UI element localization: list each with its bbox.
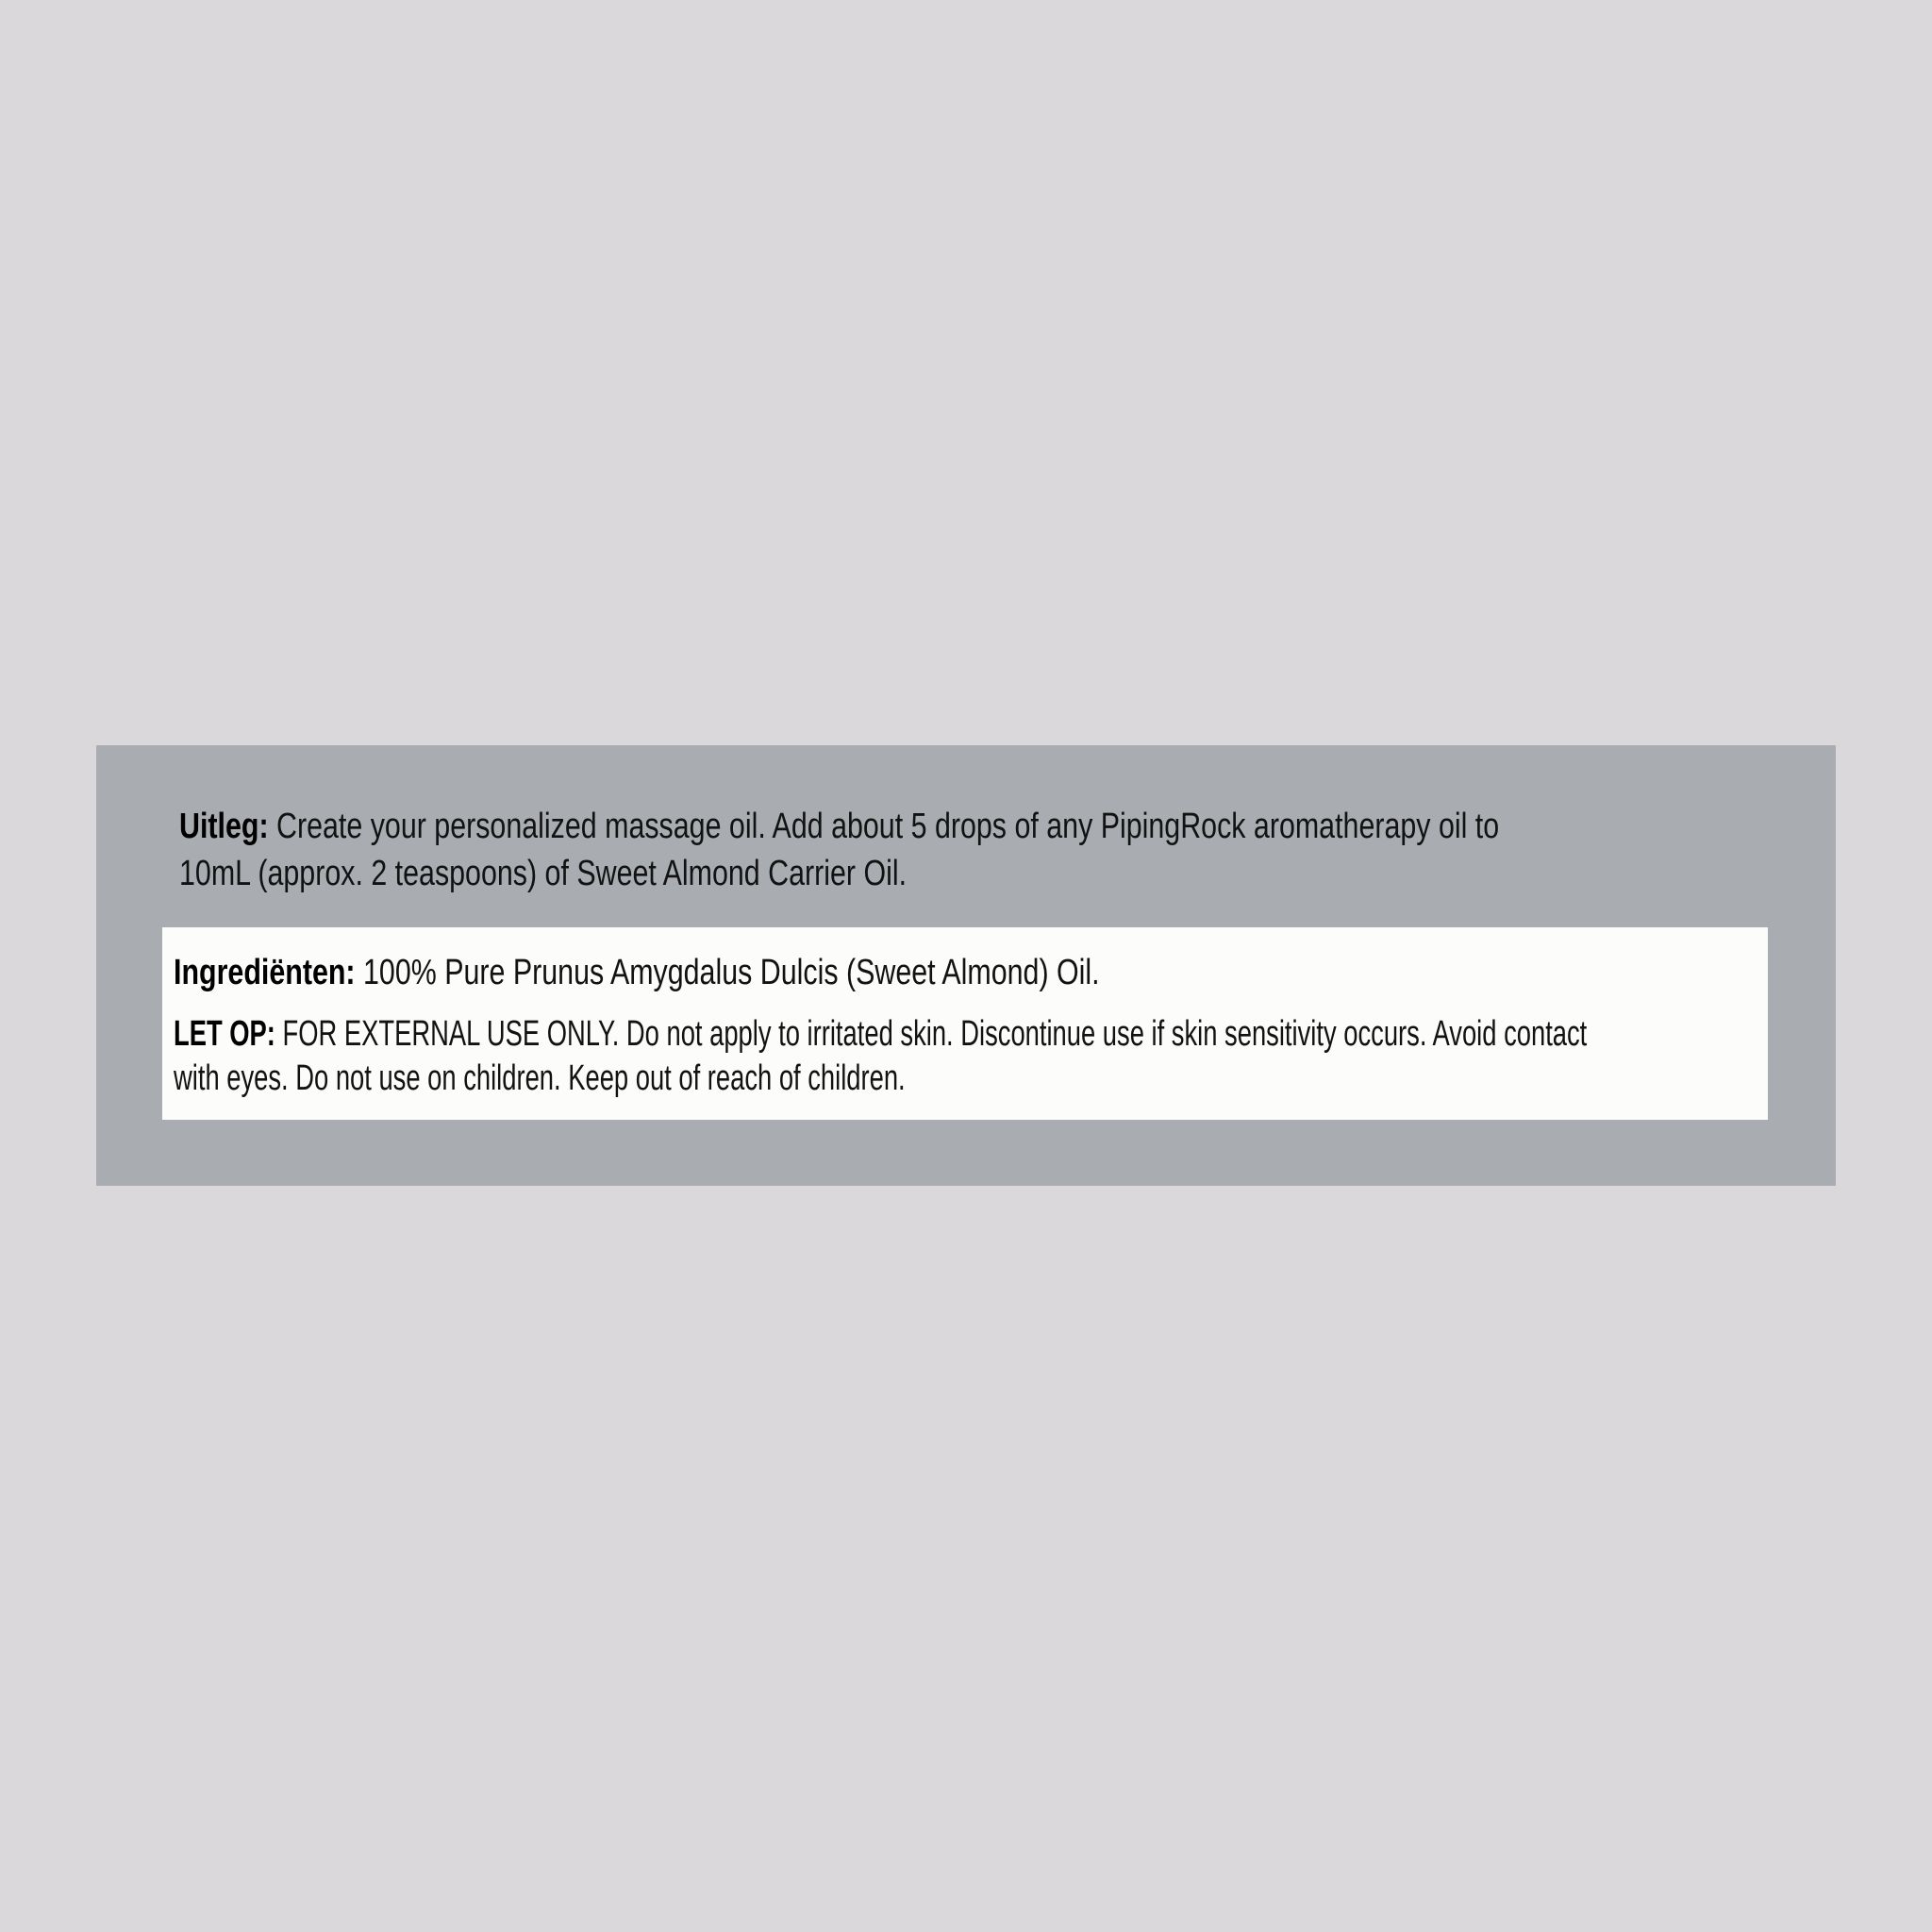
- directions-text-2: 10mL (approx. 2 teaspoons) of Sweet Almond Carrier Oil.: [179, 854, 908, 893]
- warning-line-2: [174, 1057, 1587, 1101]
- label-info-panel: [96, 745, 1836, 1186]
- warning-text-2: with eyes. Do not use on children. Keep out of reach of children.: [174, 1058, 906, 1098]
- warning-line-1: [174, 1012, 1587, 1057]
- ingredients-lead: Ingrediënten:: [174, 953, 356, 992]
- warning-paragraph: [174, 1012, 1587, 1101]
- directions-line-2: [179, 850, 1499, 897]
- directions-lead: Uitleg:: [179, 807, 269, 846]
- ingredients-line: [174, 950, 1100, 995]
- directions-paragraph: [179, 803, 1499, 897]
- warning-text-1: FOR EXTERNAL USE ONLY. Do not apply to irritated skin. Discontinue use if skin sensitivity occurs. Avoid contact: [282, 1014, 1588, 1054]
- ingredients-warning-box: [162, 927, 1768, 1120]
- ingredients-text: 100% Pure Prunus Amygdalus Dulcis (Sweet Almond) Oil.: [363, 953, 1100, 992]
- directions-line-1: [179, 803, 1499, 850]
- warning-lead: LET OP:: [174, 1014, 275, 1054]
- directions-text-1: Create your personalized massage oil. Add about 5 drops of any PipingRock aromatherapy oil to: [276, 807, 1500, 846]
- ingredients-line-1: [174, 950, 1100, 995]
